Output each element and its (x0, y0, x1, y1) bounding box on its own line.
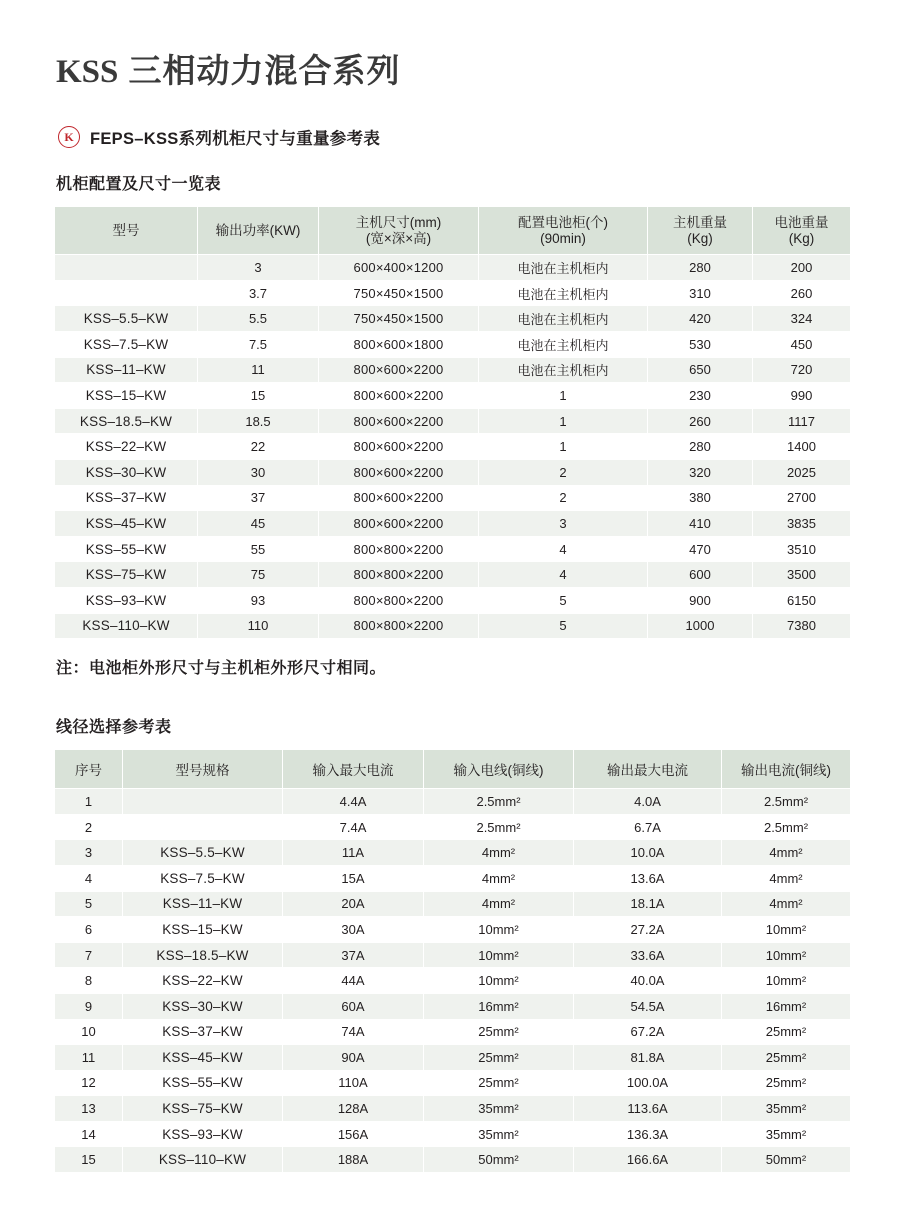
cell-model: KSS–37–KW (55, 485, 198, 511)
cell-index: 13 (55, 1096, 123, 1122)
table1-col-battery-weight-line1: 电池重量 (774, 215, 829, 231)
cell-input-wire: 4mm² (424, 865, 574, 891)
cell-battery-weight: 6150 (753, 587, 851, 613)
cell-input-wire: 25mm² (424, 1045, 574, 1071)
cell-model: KSS–7.5–KW (55, 332, 198, 358)
cell-battery-cabinets: 电池在主机柜内 (479, 306, 648, 332)
cell-output-wire: 35mm² (722, 1121, 851, 1147)
cell-index: 3 (55, 840, 123, 866)
cell-power: 45 (198, 511, 319, 537)
table-row (55, 814, 851, 840)
table-row (55, 587, 851, 613)
cell-model: KSS–93–KW (123, 1121, 283, 1147)
cell-unit-weight: 900 (648, 587, 753, 613)
cell-battery-cabinets: 电池在主机柜内 (479, 357, 648, 383)
cell-output-max-current: 6.7A (574, 814, 722, 840)
table-row (55, 840, 851, 866)
cell-battery-weight: 7380 (753, 613, 851, 639)
cell-unit-weight: 310 (648, 280, 753, 306)
table2-col-index: 序号 (55, 750, 123, 789)
cell-unit-weight: 530 (648, 332, 753, 358)
table-row (55, 968, 851, 994)
cell-index: 6 (55, 917, 123, 943)
cell-input-max-current: 74A (283, 1019, 424, 1045)
cell-unit-weight: 280 (648, 434, 753, 460)
cell-output-wire: 50mm² (722, 1147, 851, 1173)
cell-model: KSS–5.5–KW (55, 306, 198, 332)
cell-input-wire: 50mm² (424, 1147, 574, 1173)
cell-input-max-current: 37A (283, 942, 424, 968)
cell-input-max-current: 11A (283, 840, 424, 866)
cell-dimensions: 600×400×1200 (319, 255, 479, 281)
cell-battery-cabinets: 电池在主机柜内 (479, 280, 648, 306)
cell-model (123, 814, 283, 840)
table1-body (55, 255, 851, 639)
cell-input-wire: 35mm² (424, 1121, 574, 1147)
k-badge-icon: K (58, 126, 80, 148)
cell-input-wire: 2.5mm² (424, 789, 574, 815)
cell-unit-weight: 1000 (648, 613, 753, 639)
cell-battery-weight: 200 (753, 255, 851, 281)
cell-battery-weight: 3510 (753, 536, 851, 562)
cell-power: 18.5 (198, 408, 319, 434)
table1-col-unit-weight-line2: (Kg) (687, 230, 713, 246)
cell-battery-weight: 1117 (753, 408, 851, 434)
table1-head (55, 207, 851, 255)
table2-caption: 线径选择参考表 (56, 719, 172, 737)
cell-battery-cabinets: 5 (479, 613, 648, 639)
cell-model: KSS–30–KW (123, 993, 283, 1019)
cell-power: 3 (198, 255, 319, 281)
cell-input-max-current: 20A (283, 891, 424, 917)
cell-battery-cabinets: 3 (479, 511, 648, 537)
cell-output-wire: 25mm² (722, 1019, 851, 1045)
cell-input-max-current: 30A (283, 917, 424, 943)
cell-battery-cabinets: 5 (479, 587, 648, 613)
cell-unit-weight: 420 (648, 306, 753, 332)
table-row (55, 1121, 851, 1147)
cell-input-wire: 2.5mm² (424, 814, 574, 840)
cell-dimensions: 750×450×1500 (319, 280, 479, 306)
table2-col-output-wire: 输出电流(铜线) (722, 750, 851, 789)
cell-model: KSS–5.5–KW (123, 840, 283, 866)
cell-model: KSS–7.5–KW (123, 865, 283, 891)
table1-col-power-line1: 输出功率(KW) (215, 222, 301, 238)
cell-power: 110 (198, 613, 319, 639)
cell-unit-weight: 600 (648, 562, 753, 588)
cell-dimensions: 800×600×2200 (319, 434, 479, 460)
cell-battery-weight: 1400 (753, 434, 851, 460)
cell-input-max-current: 90A (283, 1045, 424, 1071)
cell-battery-weight: 2700 (753, 485, 851, 511)
cell-model: KSS–55–KW (55, 536, 198, 562)
table1-col-battery-weight-line2: (Kg) (788, 230, 815, 246)
cell-model: KSS–110–KW (55, 613, 198, 639)
cell-output-wire: 25mm² (722, 1045, 851, 1071)
table-row (55, 891, 851, 917)
table-row (55, 993, 851, 1019)
cell-index: 7 (55, 942, 123, 968)
cell-battery-weight: 260 (753, 280, 851, 306)
cell-index: 8 (55, 968, 123, 994)
cell-model: KSS–11–KW (123, 891, 283, 917)
table1-col-power (198, 207, 319, 255)
cell-index: 15 (55, 1147, 123, 1173)
cell-unit-weight: 650 (648, 357, 753, 383)
table-row (55, 280, 851, 306)
table-row (55, 1070, 851, 1096)
page-title-rest: 三相动力混合系列 (128, 52, 401, 89)
table-row (55, 408, 851, 434)
table-row (55, 562, 851, 588)
table-row (55, 1019, 851, 1045)
cell-input-wire: 10mm² (424, 968, 574, 994)
table2-header-row (55, 750, 851, 789)
cell-output-wire: 4mm² (722, 840, 851, 866)
cell-index: 10 (55, 1019, 123, 1045)
table-row (55, 511, 851, 537)
cell-input-wire: 16mm² (424, 993, 574, 1019)
cell-input-wire: 4mm² (424, 891, 574, 917)
cell-input-wire: 10mm² (424, 917, 574, 943)
cell-dimensions: 800×600×2200 (319, 485, 479, 511)
cell-unit-weight: 280 (648, 255, 753, 281)
cell-model: KSS–22–KW (123, 968, 283, 994)
cabinet-spec-table (54, 206, 851, 639)
cell-output-max-current: 40.0A (574, 968, 722, 994)
cell-battery-cabinets: 2 (479, 485, 648, 511)
cell-index: 12 (55, 1070, 123, 1096)
cell-power: 5.5 (198, 306, 319, 332)
cell-battery-weight: 990 (753, 383, 851, 409)
cell-model (55, 255, 198, 281)
cell-output-wire: 4mm² (722, 891, 851, 917)
table-row (55, 789, 851, 815)
cell-battery-weight: 720 (753, 357, 851, 383)
table-row (55, 942, 851, 968)
cell-unit-weight: 410 (648, 511, 753, 537)
table2-col-model: 型号规格 (123, 750, 283, 789)
cell-power: 75 (198, 562, 319, 588)
cell-input-wire: 4mm² (424, 840, 574, 866)
cell-output-max-current: 33.6A (574, 942, 722, 968)
cell-battery-cabinets: 2 (479, 460, 648, 486)
cell-power: 22 (198, 434, 319, 460)
table1-col-battery-weight (753, 207, 851, 255)
table-row (55, 1147, 851, 1173)
cell-model: KSS–18.5–KW (123, 942, 283, 968)
cell-model (123, 789, 283, 815)
cell-model: KSS–15–KW (55, 383, 198, 409)
cell-input-max-current: 110A (283, 1070, 424, 1096)
cell-output-max-current: 67.2A (574, 1019, 722, 1045)
cell-battery-weight: 3500 (753, 562, 851, 588)
cell-model: KSS–11–KW (55, 357, 198, 383)
cell-battery-weight: 450 (753, 332, 851, 358)
cell-input-max-current: 128A (283, 1096, 424, 1122)
table-row (55, 460, 851, 486)
cell-output-max-current: 13.6A (574, 865, 722, 891)
table1-col-unit-weight-line1: 主机重量 (673, 215, 727, 231)
cell-output-wire: 25mm² (722, 1070, 851, 1096)
cell-model: KSS–110–KW (123, 1147, 283, 1173)
table1-col-model-line1: 型号 (112, 222, 140, 238)
cell-model: KSS–18.5–KW (55, 408, 198, 434)
cell-output-max-current: 10.0A (574, 840, 722, 866)
cell-input-wire: 25mm² (424, 1019, 574, 1045)
wire-gauge-table (54, 749, 851, 1173)
cell-dimensions: 800×600×2200 (319, 408, 479, 434)
cell-model: KSS–45–KW (123, 1045, 283, 1071)
cell-dimensions: 800×600×2200 (319, 383, 479, 409)
cell-index: 4 (55, 865, 123, 891)
cell-output-max-current: 18.1A (574, 891, 722, 917)
table-row (55, 865, 851, 891)
cell-dimensions: 800×800×2200 (319, 562, 479, 588)
table-row (55, 917, 851, 943)
table-row (55, 485, 851, 511)
table1-col-battery-cabinets-line2: (90min) (540, 230, 586, 246)
table1-col-battery-cabinets (479, 207, 648, 255)
table-row (55, 1096, 851, 1122)
cell-output-wire: 10mm² (722, 917, 851, 943)
table2-body (55, 789, 851, 1173)
cell-output-max-current: 81.8A (574, 1045, 722, 1071)
table2-col-input-wire: 输入电线(铜线) (424, 750, 574, 789)
table1-col-dimensions-line2: (宽×深×高) (365, 230, 432, 246)
table2-col-output-max-current: 输出最大电流 (574, 750, 722, 789)
table1-header-row (55, 207, 851, 255)
cell-output-wire: 35mm² (722, 1096, 851, 1122)
cell-model: KSS–45–KW (55, 511, 198, 537)
cell-model (55, 280, 198, 306)
cell-battery-weight: 3835 (753, 511, 851, 537)
table-row (55, 332, 851, 358)
cell-dimensions: 800×600×2200 (319, 460, 479, 486)
table-row (55, 383, 851, 409)
cell-battery-weight: 324 (753, 306, 851, 332)
cell-output-wire: 10mm² (722, 968, 851, 994)
cell-input-max-current: 7.4A (283, 814, 424, 840)
table-row (55, 536, 851, 562)
cell-input-max-current: 156A (283, 1121, 424, 1147)
cell-output-max-current: 100.0A (574, 1070, 722, 1096)
cell-index: 11 (55, 1045, 123, 1071)
cell-output-wire: 10mm² (722, 942, 851, 968)
cell-power: 55 (198, 536, 319, 562)
cell-input-max-current: 4.4A (283, 789, 424, 815)
cell-battery-cabinets: 1 (479, 434, 648, 460)
cell-power: 37 (198, 485, 319, 511)
cell-battery-cabinets: 4 (479, 536, 648, 562)
cell-index: 9 (55, 993, 123, 1019)
cell-power: 3.7 (198, 280, 319, 306)
cell-power: 11 (198, 357, 319, 383)
cell-input-wire: 25mm² (424, 1070, 574, 1096)
table-row (55, 306, 851, 332)
section-heading-label: FEPS–KSS系列机柜尺寸与重量参考表 (90, 130, 381, 149)
cell-index: 1 (55, 789, 123, 815)
cell-model: KSS–30–KW (55, 460, 198, 486)
cell-input-max-current: 60A (283, 993, 424, 1019)
cell-index: 14 (55, 1121, 123, 1147)
cell-unit-weight: 320 (648, 460, 753, 486)
section-heading (58, 125, 848, 149)
cell-output-max-current: 113.6A (574, 1096, 722, 1122)
cell-dimensions: 800×800×2200 (319, 536, 479, 562)
cell-output-wire: 2.5mm² (722, 814, 851, 840)
cell-model: KSS–93–KW (55, 587, 198, 613)
table1-col-unit-weight (648, 207, 753, 255)
cell-output-max-current: 27.2A (574, 917, 722, 943)
cell-model: KSS–22–KW (55, 434, 198, 460)
cell-unit-weight: 470 (648, 536, 753, 562)
cell-output-wire: 2.5mm² (722, 789, 851, 815)
table2-head (55, 750, 851, 789)
cell-input-max-current: 15A (283, 865, 424, 891)
cell-output-max-current: 136.3A (574, 1121, 722, 1147)
cell-dimensions: 800×600×2200 (319, 511, 479, 537)
table-row (55, 255, 851, 281)
cell-power: 93 (198, 587, 319, 613)
cell-model: KSS–37–KW (123, 1019, 283, 1045)
table1-caption: 机柜配置及尺寸一览表 (56, 176, 222, 194)
cell-output-max-current: 54.5A (574, 993, 722, 1019)
cell-unit-weight: 260 (648, 408, 753, 434)
cell-model: KSS–15–KW (123, 917, 283, 943)
cell-battery-cabinets: 4 (479, 562, 648, 588)
cell-dimensions: 800×800×2200 (319, 613, 479, 639)
cell-input-wire: 10mm² (424, 942, 574, 968)
cell-dimensions: 800×600×1800 (319, 332, 479, 358)
cell-dimensions: 800×800×2200 (319, 587, 479, 613)
cell-index: 2 (55, 814, 123, 840)
cell-power: 30 (198, 460, 319, 486)
table1-col-dimensions (319, 207, 479, 255)
cell-input-max-current: 44A (283, 968, 424, 994)
table-row (55, 1045, 851, 1071)
cell-dimensions: 750×450×1500 (319, 306, 479, 332)
cell-output-max-current: 166.6A (574, 1147, 722, 1173)
table1-col-dimensions-line1: 主机尺寸(mm) (355, 215, 442, 231)
cell-power: 7.5 (198, 332, 319, 358)
page-title (56, 50, 848, 93)
cell-unit-weight: 380 (648, 485, 753, 511)
table-row (55, 357, 851, 383)
cell-unit-weight: 230 (648, 383, 753, 409)
cell-output-max-current: 4.0A (574, 789, 722, 815)
cell-battery-weight: 2025 (753, 460, 851, 486)
cell-model: KSS–75–KW (55, 562, 198, 588)
cell-battery-cabinets: 1 (479, 408, 648, 434)
cell-power: 15 (198, 383, 319, 409)
table-row (55, 434, 851, 460)
table1-note: 注：电池柜外形尺寸与主机柜外形尺寸相同。 (56, 660, 387, 678)
page-title-brand: KSS (56, 54, 119, 90)
cell-battery-cabinets: 电池在主机柜内 (479, 255, 648, 281)
cell-index: 5 (55, 891, 123, 917)
cell-battery-cabinets: 电池在主机柜内 (479, 332, 648, 358)
cell-output-wire: 16mm² (722, 993, 851, 1019)
cell-dimensions: 800×600×2200 (319, 357, 479, 383)
cell-model: KSS–55–KW (123, 1070, 283, 1096)
table-row (55, 613, 851, 639)
table1-col-battery-cabinets-line1: 配置电池柜(个) (518, 215, 608, 231)
cell-input-max-current: 188A (283, 1147, 424, 1173)
cell-battery-cabinets: 1 (479, 383, 648, 409)
cell-output-wire: 4mm² (722, 865, 851, 891)
cell-input-wire: 35mm² (424, 1096, 574, 1122)
cell-model: KSS–75–KW (123, 1096, 283, 1122)
table1-col-model (55, 207, 198, 255)
table2-col-input-max-current: 输入最大电流 (283, 750, 424, 789)
